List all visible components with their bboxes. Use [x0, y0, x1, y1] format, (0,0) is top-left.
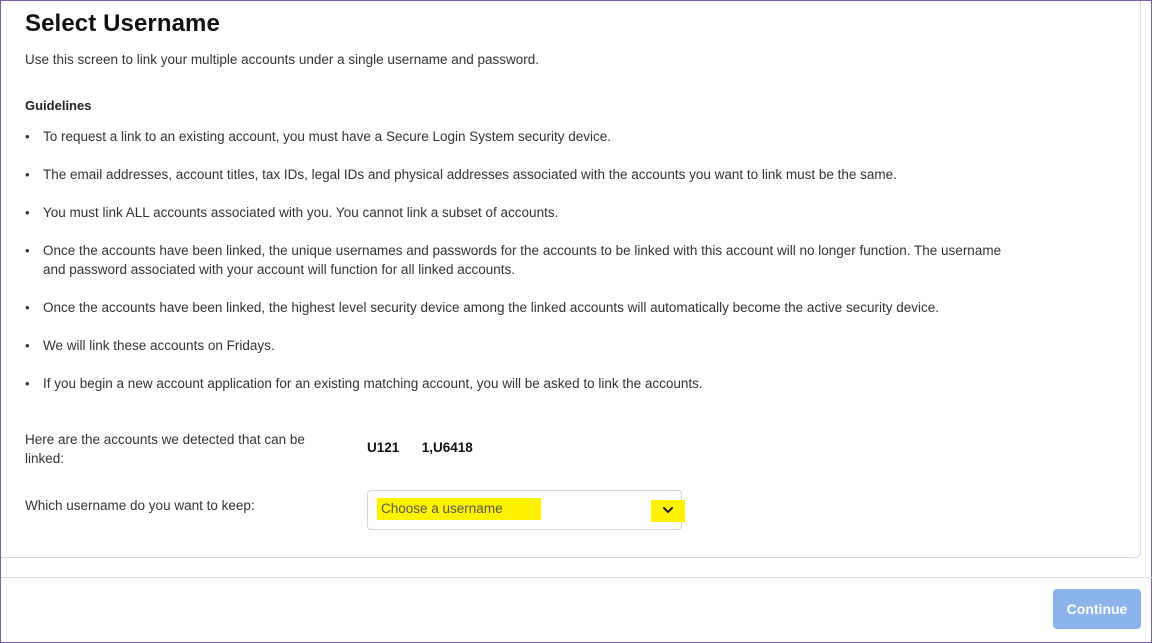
continue-button[interactable]: Continue [1053, 589, 1141, 629]
guideline-text: Once the accounts have been linked, the unique usernames and passwords for the accounts to be linked with this account will no longer function. The username and password associated with your account will function for all linked accounts. [43, 243, 1002, 277]
bullet-icon: • [25, 205, 30, 220]
content-card [1, 1, 1141, 558]
guideline-item [25, 336, 275, 355]
username-select[interactable] [367, 490, 682, 530]
guideline-item [25, 298, 939, 317]
guideline-text: We will link these accounts on Fridays. [43, 338, 275, 353]
bullet-icon: • [25, 167, 30, 182]
detected-accounts-values: U121 1,U6418 [367, 440, 473, 455]
guideline-text: To request a link to an existing account, you must have a Secure Login System security device. [43, 129, 612, 144]
guideline-item [25, 165, 897, 184]
bullet-icon: • [25, 300, 30, 315]
bullet-icon: • [25, 376, 30, 391]
bullet-icon: • [25, 338, 30, 353]
guideline-item [25, 241, 1005, 279]
page-title: Select Username [25, 10, 220, 37]
username-select-value: Choose a username [377, 498, 541, 520]
guideline-item [25, 203, 558, 222]
guidelines-heading: Guidelines [25, 98, 92, 113]
intro-text: Use this screen to link your multiple accounts under a single username and password. [25, 52, 540, 67]
guideline-text: The email addresses, account titles, tax IDs, legal IDs and physical addresses associated with the accounts you want to link must be the same. [43, 167, 897, 182]
guideline-text: Once the accounts have been linked, the highest level security device among the linked accounts will automatically become the active security device. [43, 300, 939, 315]
guideline-text: If you begin a new account application for an existing matching account, you will be asked to link the accounts. [43, 376, 703, 391]
chevron-down-icon[interactable] [651, 500, 685, 522]
bullet-icon: • [25, 129, 30, 144]
footer-divider [1, 577, 1152, 578]
guideline-item [25, 127, 611, 146]
bullet-icon: • [25, 243, 30, 258]
detected-accounts-label: Here are the accounts we detected that can be linked: [25, 432, 305, 466]
guideline-item [25, 374, 703, 393]
guideline-text: You must link ALL accounts associated with you. You cannot link a subset of accounts. [43, 205, 559, 220]
username-select-label: Which username do you want to keep: [25, 498, 255, 513]
